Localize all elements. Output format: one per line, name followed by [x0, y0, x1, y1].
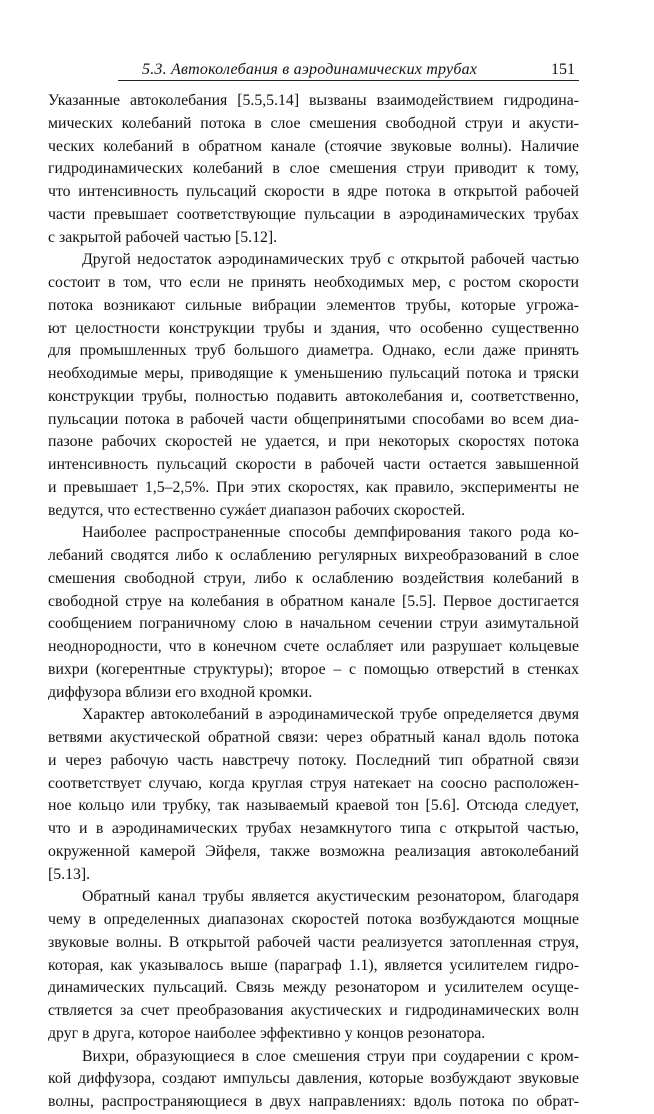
text-line: кой диффузора, создают импульсы давления, которые возбуждают звуковые [48, 1070, 579, 1088]
text-line: с закрытой рабочей частью [5.12]. [48, 228, 278, 246]
text-line: окруженной камерой Эйфеля, также возможна реализация автоколебаний [48, 842, 579, 860]
text-line: для промышленных труб большого диаметра. Однако, если даже принять [48, 342, 579, 360]
text-line: ведутся, что естественно сужáет диапазон рабочих скоростей. [48, 501, 466, 519]
text-line: ное кольцо или трубку, так называемый краевой тон [5.6]. Отсюда следует, [48, 797, 579, 815]
text-line: смешения свободной струи, либо к ослаблению воздействия колебаний в [48, 569, 579, 587]
text-line: что интенсивность пульсаций скорости в ядре потока в открытой рабочей [48, 183, 579, 200]
text-line: Указанные автоколебания [5.5,5.14] вызваны взаимодействием гидродина- [48, 92, 579, 109]
text-line: ческих колебаний в обратном канале (стоячие звуковые волны). Наличие [48, 137, 579, 155]
text-line: мических колебаний потока в слое смешения свободной струи и акусти- [48, 114, 579, 132]
paragraph-1 [48, 90, 579, 249]
paragraph-5 [48, 886, 579, 1045]
text-line: лебаний сводятся либо к ослаблению регулярных вихреобразований в слое [48, 547, 579, 564]
text-line: интенсивность пульсаций скорости в рабочей части остается завышенной [48, 456, 579, 473]
paragraph-4 [48, 704, 579, 886]
text-line: и превышает 1,5–2,5%. При этих скоростях, как правило, эксперименты не [48, 478, 579, 496]
text-line: свободной струе на колебания в обратном канале [5.5]. Первое достигается [48, 592, 579, 610]
text-line: сообщением пограничному слою в начальном сечении струи азимутальной [48, 615, 579, 633]
text-line: пазоне рабочих скоростей не удается, и при некоторых скоростях потока [48, 433, 579, 451]
text-line: друг в друга, которое наиболее эффективно у концов резонатора. [48, 1024, 486, 1042]
text-line: части превышает соответствующие пульсации в аэродинамических трубах [48, 205, 579, 223]
text-line: чему в определенных диапазонах скоростей потока возбуждаются мощные [48, 911, 579, 928]
text-line: Другой недостаток аэродинамических труб с открытой рабочей частью [82, 251, 579, 269]
text-line: соответствует случаю, когда круглая струя натекает на соосно расположен- [48, 774, 579, 792]
text-line: вихри (когерентные структуры); второе – с помощью отверстий в стенках [48, 660, 579, 678]
text-line: Обратный канал трубы является акустическим резонатором, благодаря [82, 888, 579, 906]
text-line: гидродинамических колебаний в слое смешения струи приводит к тому, [48, 160, 579, 178]
running-title: 5.3. Автоколебания в аэродинамических трубах [142, 61, 478, 78]
paragraph-3 [48, 522, 579, 704]
text-line: ют целостности конструкции трубы и здания, что особенно существенно [48, 319, 579, 337]
text-line: необходимые меры, приводящие к уменьшению пульсаций потока и тряски [48, 365, 579, 382]
body-text [48, 90, 579, 1114]
text-line: Характер автоколебаний в аэродинамической трубе определяется двумя [82, 706, 579, 724]
text-line: состоит в том, что если не принять необходимых мер, с ростом скорости [48, 274, 579, 291]
text-line: потока возникают сильные вибрации элементов трубы, которые угрожа- [48, 296, 579, 314]
text-line: волны, распространяющиеся в двух направлениях: вдоль потока по обрат- [48, 1093, 579, 1110]
paragraph-6 [48, 1046, 579, 1114]
text-line: пульсации потока в рабочей части общепринятыми способами во всем диа- [48, 410, 579, 428]
text-line: и через рабочую часть навстречу потоку. Последний тип обратной связи [48, 751, 579, 769]
page-number: 151 [551, 61, 575, 78]
text-line: динамических пульсаций. Связь между резонатором и усилителем осуще- [48, 979, 579, 997]
text-line: конструкции трубы, полностью подавить автоколебания и, соответственно, [48, 387, 579, 405]
text-line: которая, как указывалось выше (параграф 1.1), является усилителем гидро- [48, 956, 579, 974]
text-line: неоднородности, что в конечном счете ослабляет или разрушает кольцевые [48, 638, 579, 655]
text-line: диффузора вблизи его входной кромки. [48, 683, 313, 701]
text-line: Наиболее распространенные способы демпфирования такого рода ко- [82, 524, 579, 542]
text-line: [5.13]. [48, 865, 91, 883]
text-line: ствляется за счет преобразования акустических и гидродинамических волн [48, 1002, 579, 1019]
text-line: Вихри, образующиеся в слое смешения струи при соударении с кром- [82, 1047, 579, 1065]
text-line: что и в аэродинамических трубах незамкнутого типа с открытой частью, [48, 820, 579, 837]
paragraph-2 [48, 249, 579, 522]
page-header [118, 58, 579, 81]
text-line: ветвями акустической обратной связи: через обратный канал вдоль потока [48, 729, 579, 746]
text-line: звуковые волны. В открытой рабочей части реализуется затопленная струя, [48, 933, 579, 951]
